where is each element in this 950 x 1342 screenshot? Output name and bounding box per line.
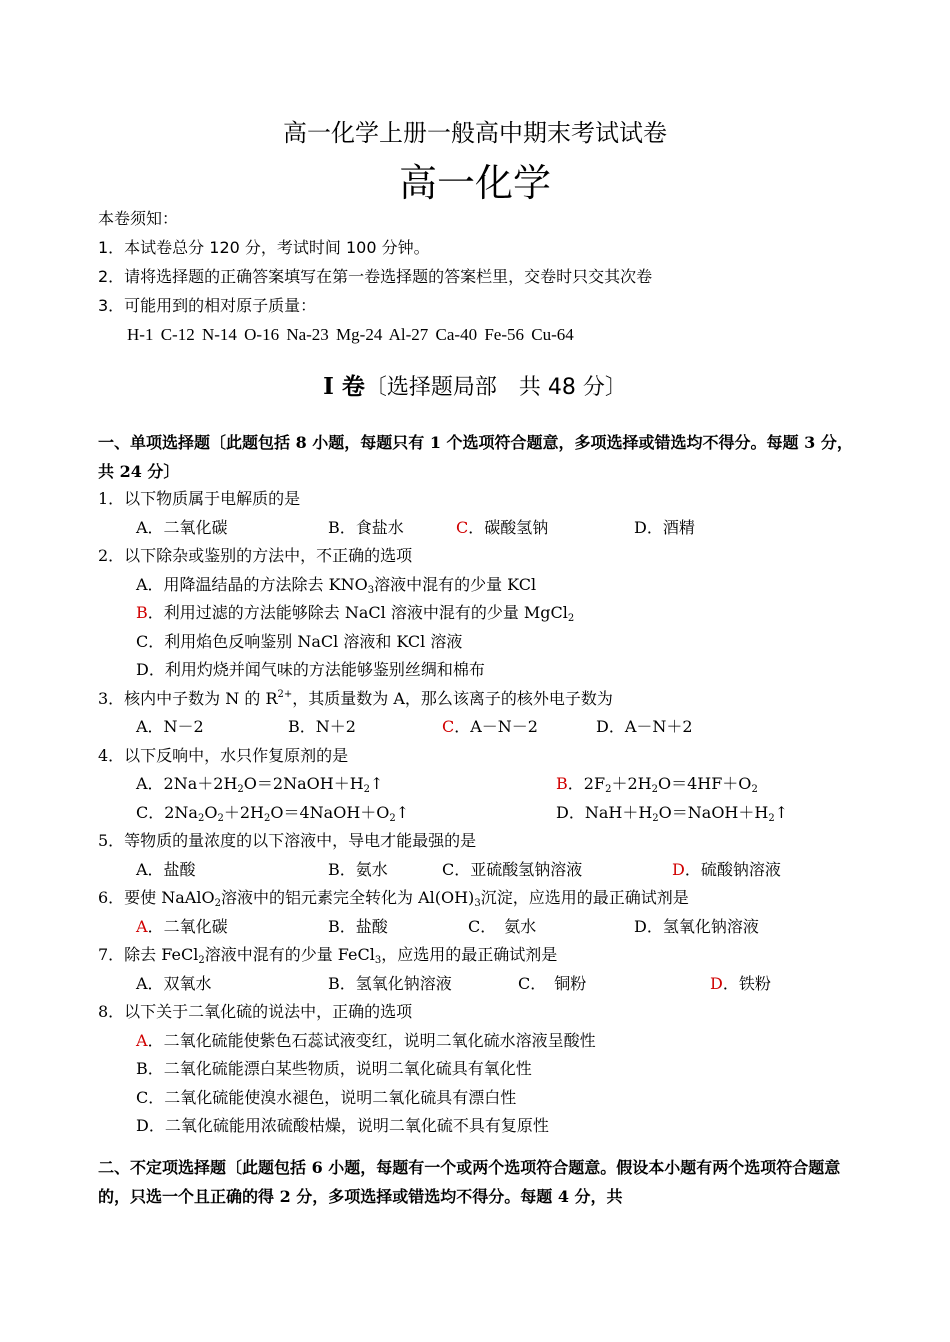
options-row	[98, 913, 858, 942]
options-row	[98, 856, 858, 885]
option: A．二氧化碳	[136, 916, 228, 936]
part2-heading: 二、不定项选择题〔此题包括 6 小题，每题有一个或两个选项符合题意。假设本小题有两个选项符合题意的，只选一个且正确的得 2 分，多项选择或错选均不得分。每题 4 分，共	[98, 1158, 841, 1206]
answer-letter: C	[456, 517, 469, 537]
option: D．铁粉	[710, 973, 771, 993]
question-stem: 3．核内中子数为 N 的 $R^{2+}$，其质量数为 A，那么该离子的核外电子数为	[98, 688, 613, 708]
option: C． 氨水	[468, 916, 537, 936]
option: C．$2Na_2O_2+2H_2O=4NaOH+O_2↑$	[136, 802, 410, 824]
section-desc: 〔选择题局部 共 48 分〕	[364, 375, 627, 400]
option: A．双氧水	[136, 973, 212, 993]
atomic-masses: H-1 C-12 N-14 O-16 Na-23 Mg-24 Al-27 Ca-40 Fe-56 Cu-64	[127, 325, 574, 344]
exam-subtitle: 高一化学上册一般高中期末考试试卷	[283, 119, 667, 147]
notice-item: 1．本试卷总分 120 分，考试时间 100 分钟。	[98, 238, 430, 257]
notice-item: 2．请将选择题的正确答案填写在第一卷选择题的答案栏里，交卷时只交其次卷	[98, 267, 653, 286]
answer-letter: C	[442, 717, 455, 736]
question-stem: 7．除去 FeCl$_2$溶液中混有的少量 FeCl$_3$，应选用的最正确试剂是	[98, 945, 558, 966]
question-stem: 4．以下反响中，水只作复原剂的是	[98, 745, 349, 765]
questions	[98, 485, 858, 1141]
option: D．$NaH+H_2O=NaOH+H_2↑$	[556, 802, 789, 824]
section-heading	[0, 368, 950, 401]
option: A．二氧化硫能使紫色石蕊试液变红，说明二氧化硫水溶液呈酸性	[136, 1030, 596, 1050]
question-stem: 8．以下关于二氧化硫的说法中，正确的选项	[98, 1002, 413, 1021]
answer-letter: D	[672, 859, 685, 879]
option: C．碳酸氢钠	[456, 517, 549, 537]
option: B．二氧化硫能漂白某些物质，说明二氧化硫具有氧化性	[136, 1059, 532, 1078]
options-row	[98, 799, 858, 828]
answer-letter: A	[136, 916, 148, 936]
answer-letter: D	[710, 973, 723, 993]
option: B．氢氧化钠溶液	[328, 973, 452, 993]
question-stem: 6．要使 NaAlO$_2$溶液中的铝元素完全转化为 $Al(OH)_3$沉淀，应选用的最正确试剂是	[98, 888, 689, 909]
option: A．盐酸	[136, 859, 196, 879]
option: A．二氧化碳	[136, 517, 228, 537]
options-row	[98, 514, 858, 543]
option: B．氨水	[328, 859, 388, 879]
option: C．二氧化硫能使溴水褪色，说明二氧化硫具有漂白性	[136, 1087, 517, 1107]
options-row	[98, 970, 858, 999]
option: D．氢氧化钠溶液	[634, 916, 759, 936]
answer-letter: B	[556, 774, 568, 793]
notice-block	[98, 204, 652, 349]
option: B．盐酸	[328, 916, 388, 936]
option: C． 铜粉	[518, 973, 587, 993]
question-stem: 1．以下物质属于电解质的是	[98, 489, 301, 508]
notice-item: 3．可能用到的相对原子质量：	[98, 296, 317, 315]
option: A．用降温结晶的方法除去 $KNO_3$溶液中混有的少量 KCl	[136, 574, 537, 596]
option: D．利用灼烧并闻气味的方法能够鉴别丝绸和棉布	[136, 660, 485, 679]
option: D．酒精	[634, 517, 695, 537]
option: C．亚硫酸氢钠溶液	[442, 859, 583, 879]
part1-heading: 一、单项选择题〔此题包括 8 小题，每题只有 1 个选项符合题意，多项选择或错选均不得分。每题 3 分，共 24 分〕	[98, 433, 853, 481]
option: A．N－2	[136, 717, 204, 736]
question-stem: 2．以下除杂或鉴别的方法中，不正确的选项	[98, 546, 413, 565]
options-row	[98, 770, 858, 799]
option: C．利用焰色反响鉴别 NaCl 溶液和 KCl 溶液	[136, 631, 463, 651]
option: A．$2Na+2H_2O=2NaOH+H_2↑$	[136, 774, 384, 795]
answer-letter: A	[136, 1030, 148, 1050]
question-stem: 5．等物质的量浓度的以下溶液中，导电才能最强的是	[98, 831, 477, 850]
option: D．二氧化硫能用浓硫酸枯燥，说明二氧化硫不具有复原性	[136, 1116, 549, 1135]
option: B．利用过滤的方法能够除去 NaCl 溶液中混有的少量 MgCl$_2$	[136, 603, 575, 624]
option: B．食盐水	[328, 517, 404, 537]
exam-title: 高一化学	[398, 161, 551, 205]
answer-letter: B	[136, 603, 148, 622]
option: B．N＋2	[288, 717, 356, 736]
option: B．$2F_2+2H_2O=4HF+O_2$	[556, 774, 758, 795]
options-row	[98, 713, 858, 742]
option: D．硫酸钠溶液	[672, 859, 781, 879]
section-label: Ⅰ 卷	[323, 373, 365, 400]
option: D．A－N＋2	[596, 717, 693, 736]
notice-heading: 本卷须知：	[98, 209, 179, 228]
option: C．A－N－2	[442, 717, 538, 736]
